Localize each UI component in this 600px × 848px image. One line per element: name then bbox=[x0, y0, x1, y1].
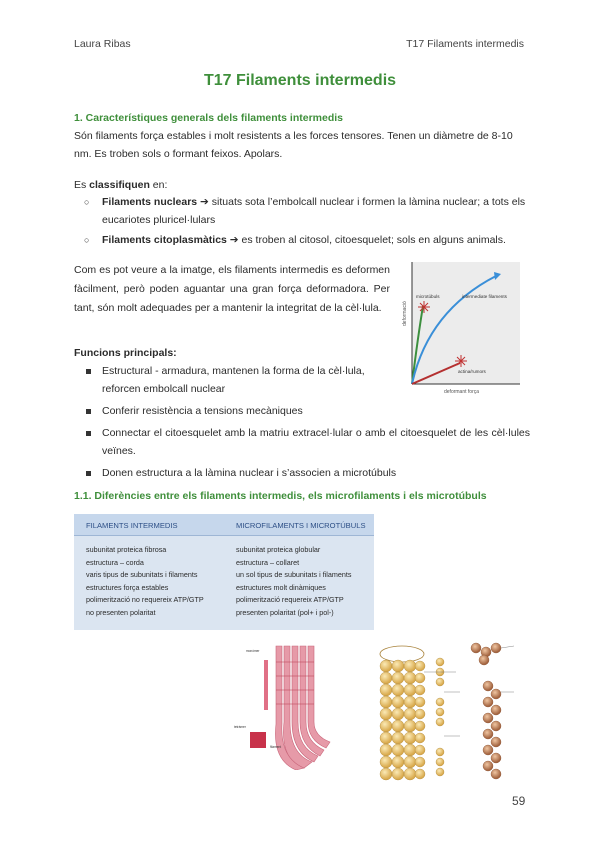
section-1-line-1: Són filaments força estables i molt resistents a les forces tensores. Tenen un diàmetre de 8-10 bbox=[74, 130, 513, 142]
classify-suffix: en: bbox=[149, 179, 168, 191]
classification-list bbox=[74, 193, 530, 249]
list-item bbox=[74, 193, 530, 229]
intermediate-filament-illustration bbox=[232, 642, 342, 770]
arrow-icon: ➔ bbox=[226, 234, 242, 246]
dimer-rod bbox=[264, 660, 268, 710]
table-cell: estructura – corda bbox=[86, 557, 144, 567]
item-text: situats sota l’embolcall nuclear i formen la làmina nuclear; a tots els eucariotes pluricel·lulars bbox=[102, 196, 526, 226]
section-1-line-2: nm. Es troben sols o formant feixos. Apolars. bbox=[74, 148, 283, 160]
item-term: Filaments nuclears bbox=[102, 196, 198, 208]
table-cell: varis tipus de subunitats i filaments bbox=[86, 570, 198, 580]
table-cell: estructures força estables bbox=[86, 582, 169, 592]
functions-list bbox=[74, 362, 530, 482]
list-item: Donen estructura a la làmina nuclear i s’associen a microtúbuls bbox=[74, 464, 530, 482]
table-cell: subunitat proteica fibrosa bbox=[86, 545, 167, 554]
graph-x-label: deformant força bbox=[444, 389, 480, 395]
section-1-paragraph bbox=[74, 127, 530, 163]
arrow-icon: ➔ bbox=[197, 196, 212, 208]
table-cell: polimerització no requereix ATP/GTP bbox=[86, 595, 204, 605]
tetramer-block bbox=[250, 732, 266, 748]
section-1-heading: 1. Característiques generals dels filaments intermedis bbox=[74, 112, 344, 124]
section-1-1-heading: 1.1. Diferències entre els filaments intermedis, els microfilaments i els microtúbuls bbox=[74, 490, 487, 502]
table-cell: presenten polaritat (pol+ i pol-) bbox=[236, 607, 334, 617]
list-item: Estructural - armadura, mantenen la forma de la cèl·lula, reforcen embolcall nuclear bbox=[74, 362, 390, 398]
table-cell: no presenten polaritat bbox=[86, 607, 156, 617]
microtubule-actin-illustration bbox=[368, 636, 532, 792]
page-title: T17 Filaments intermedis bbox=[203, 72, 397, 89]
graph-y-label: deformació bbox=[402, 301, 408, 326]
tubulin-protofilament bbox=[436, 658, 444, 776]
table-header-cell: MICROFILAMENTS I MICROTÚBULS bbox=[236, 521, 366, 530]
graph-label-microtubules: microtúbuls bbox=[416, 294, 440, 299]
table-cell: estructures molt dinàmiques bbox=[236, 582, 326, 592]
graph-label-actin: actina/rumors bbox=[458, 369, 486, 374]
svg-text:filament: filament bbox=[270, 745, 282, 749]
table-column-intermediate bbox=[74, 544, 224, 620]
deformation-paragraph: Com es pot veure a la imatge, els filaments intermedis es deformen fàcilment, però poden aguantar una gran força deformadora. Per tant, són molt adequades per a mantenir la integritat de la cèl·lula. bbox=[74, 264, 390, 314]
functions-heading: Funcions principals: bbox=[74, 347, 177, 359]
graph-label-intermediate: intermediate filaments bbox=[462, 294, 507, 299]
item-term: Filaments citoplasmàtics bbox=[102, 234, 227, 246]
table-column-micro bbox=[224, 544, 374, 620]
classify-prefix: Es bbox=[74, 179, 90, 191]
table-cell: estructura – collaret bbox=[236, 557, 300, 567]
classify-keyword: classifiquen bbox=[89, 179, 150, 191]
list-item bbox=[74, 231, 530, 249]
table-header-row bbox=[74, 514, 374, 536]
table-cell: un sol tipus de subunitats i filaments bbox=[236, 570, 352, 580]
classify-intro bbox=[74, 176, 167, 194]
item-text: es troben al citosol, citoesquelet; sols en alguns animals. bbox=[241, 234, 506, 246]
microtubule-tube bbox=[380, 646, 425, 780]
header-author: Laura Ribas bbox=[74, 38, 131, 50]
table-cell: subunitat proteica globular bbox=[236, 545, 321, 554]
comparison-table bbox=[74, 514, 374, 630]
table-cell: polimerització requereix ATP/GTP bbox=[236, 595, 344, 605]
list-item: Conferir resistència a tensions mecàniques bbox=[74, 402, 530, 420]
list-item: Connectar el citoesquelet amb la matriu extracel·lular o amb el citoesquelet de les cèl·lules veïnes. bbox=[74, 424, 530, 460]
table-header-cell: FILAMENTS INTERMEDIS bbox=[86, 521, 178, 530]
page-number: 59 bbox=[512, 794, 526, 808]
table-body bbox=[74, 536, 374, 620]
svg-text:monòmer: monòmer bbox=[246, 649, 260, 653]
actin-filament bbox=[471, 643, 501, 779]
svg-text:tetràmer: tetràmer bbox=[234, 725, 246, 729]
header-topic: T17 Filaments intermedis bbox=[406, 38, 524, 50]
